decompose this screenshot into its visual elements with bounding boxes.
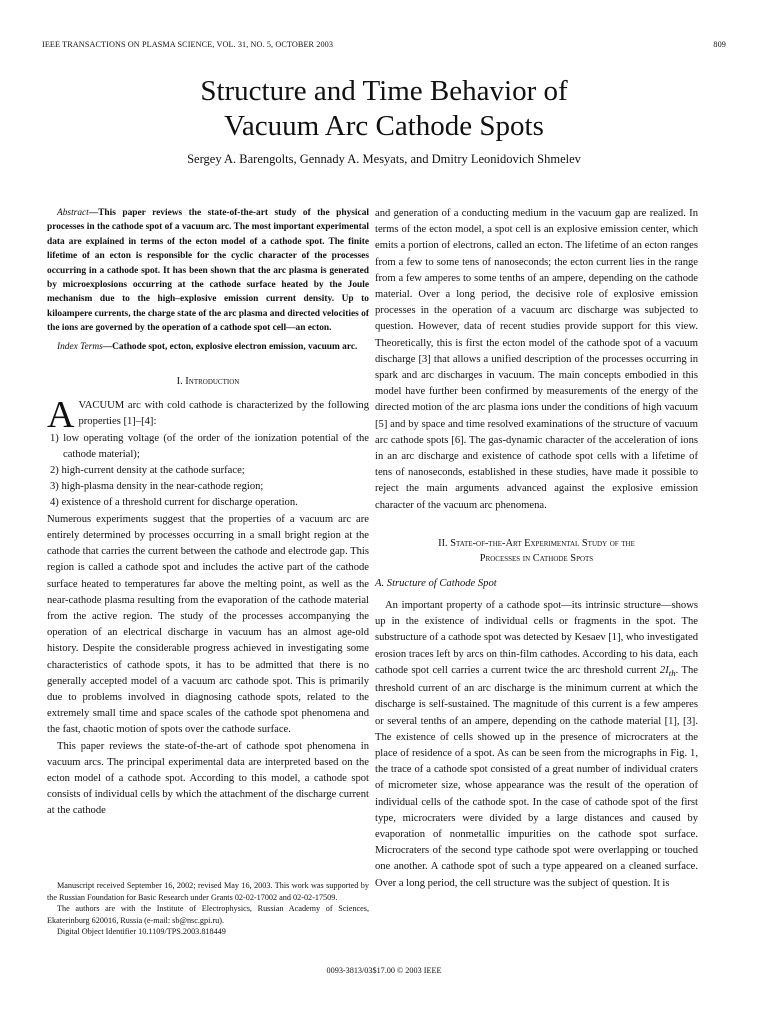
title-line-2: Vacuum Arc Cathode Spots xyxy=(224,110,544,142)
intro-paragraph-2: This paper reviews the state-of-the-art of cathode spot phenomena in vacuum arcs. The principal experimental data are interpreted based on the ecton model of a cathode spot. According to this model, a cathode spot consists of individual cells by which the attachment of the discharge current at the cathode xyxy=(47,740,369,817)
section-heading-state-of-the-art xyxy=(375,536,698,566)
right-paragraph-2-end: . The threshold current of an arc discharge is the minimum current at which the discharge is self-sustained. The magnitude of this current is a few amperes or several tenths of an ampere, depending on the cathode material [1], [3]. The existence of cells showed up in the presence of microcraters at the place of residence of a spot. As can be seen from the micrographs in Fig. 1, the trace of a cathode spot consisted of a great number of individual craters of micrometer size, whose appearance was the result of the operation of individual cells of the cathode spot. In the case of cathode spot of the first type, microcraters were divided by a large distances and caused by evaporation of nonmetallic impurities on the cathode spot surface. Microcraters of the second type cathode spot were overlapping or touched one another. A cathode spot of such a type appeared on a cleaned surface. Over a long period, the cell structure was the subject of question. It is xyxy=(375,664,698,889)
list-item: 4) existence of a threshold current for discharge operation. xyxy=(50,497,298,509)
title-line-1: Structure and Time Behavior of xyxy=(200,75,568,107)
math-base: 2I xyxy=(659,664,669,676)
right-paragraph-2 xyxy=(375,598,698,892)
threshold-current-math xyxy=(660,665,676,676)
author-list: Sergey A. Barengolts, Gennady A. Mesyats, and Dmitry Leonidovich Shmelev xyxy=(187,152,581,166)
section-heading-introduction: I. Introduction xyxy=(176,376,240,388)
right-paragraph-2-start: An important property of a cathode spot—its intrinsic structure—shows up in the existence of individual cells or fragments in the spot. The substructure of a cathode spot was detected by Kesaev [1], who investigated erosion traces left by arcs on thin-film cathodes. According to his data, each cathode spot cell carries a current twice the arc threshold current xyxy=(375,600,699,676)
index-terms xyxy=(47,340,369,354)
journal-name: IEEE TRANSACTIONS ON PLASMA SCIENCE, VOL. 31, NO. 5, OCTOBER 2003 xyxy=(42,40,334,49)
properties-list xyxy=(47,431,369,512)
section-heading-line-2: Processes in Cathode Spots xyxy=(479,552,594,564)
left-column xyxy=(47,206,369,820)
index-terms-lead: Index Terms xyxy=(57,341,103,352)
right-column xyxy=(375,206,698,892)
footnote-doi: Digital Object Identifier 10.1109/TPS.2003.818449 xyxy=(57,927,226,936)
copyright-footer: 0093-3813/03$17.00 © 2003 IEEE xyxy=(326,966,442,975)
abstract xyxy=(47,206,369,336)
intro-opening xyxy=(47,394,369,437)
list-item: 1) low operating voltage (of the order of the ionization potential of the cathode material); xyxy=(50,432,369,460)
abstract-body: —This paper reviews the state-of-the-art study of the physical processes in the cathode spot of a vacuum arc. The most important experimental data are explained in terms of the ecton model of a cathode spot. The finite lifetime of an ecton is responsible for the cyclic character of the processes occurring in a cathode spot. It has been shown that the arc plasma is generated by microexplosions occurring at the cathode surface heated by the Joule mechanism due to the high–explosive emission current density. Up to kiloampere currents, the charge state of the arc plasma and directed velocities of the ions are governed by the operation of a cathode spot cell—an ecton. xyxy=(47,208,369,334)
intro-opening-text: VACUUM arc with cold cathode is characterized by the following properties [1]–[4]: xyxy=(78,400,369,428)
footnote-affiliation: The authors are with the Institute of Electrophysics, Russian Academy of Sciences, Ekaterinburg 620016, Russia (e-mail: sb@nsc.gpi.ru). xyxy=(47,904,369,925)
running-header xyxy=(42,40,726,49)
list-item: 2) high-current density at the cathode surface; xyxy=(50,465,245,477)
list-item: 3) high-plasma density in the near-cathode region; xyxy=(50,481,264,493)
subsection-heading: A. Structure of Cathode Spot xyxy=(375,577,497,589)
drop-cap: A xyxy=(47,394,75,437)
right-paragraph-1: and generation of a conducting medium in the vacuum gap are realized. In terms of the ecton model, a spot cell is an explosive emission center, which emits a portion of electrons, called an ecton. The lifetime of an ecton ranges from a few to some tens of nanoseconds; the ecton current lies in the range from a few amperes to some tenths of an ampere, depending on the cathode material. Over a long period, the decisive role of explosive emission processes in the operation of a vacuum arc discharge was subjected to question. However, data of recent studies provide support for this view. Theoretically, this is first the ecton model of the cathode spot of a vacuum discharge [3] that allows a unified description of the processes occurring in spark and arc discharges in vacuum. The main concepts embodied in this model have further been confirmed by measurements of the energy of the directed motion of the arc plasma ions under the conditions of high vacuum [5] and by space and time resolved examinations of the structure of vacuum arc cathode spots [6]. The gas-dynamic character of the acceleration of ions in an arc discharge and existence of cathode spot cells with a lifetime of tens of nanoseconds, established in these studies, have made it possible to reject the main arguments advanced against the explosive emission character of the vacuum arc phenomena. xyxy=(375,208,698,511)
page-number: 809 xyxy=(713,40,726,49)
paper-title xyxy=(0,74,768,144)
footnote xyxy=(47,880,369,938)
intro-paragraph-1: Numerous experiments suggest that the properties of a vacuum arc are entirely determined by processes occurring in a small bright region at the cathode that carries the current between the cathode and electrode gap. This region is called a cathode spot and includes the active part of the cathode surface heated to temperatures far above the melting point, as well as the near-cathode plasma resulting from the evaporation of the cathode material from the active region. The study of the processes accompanying the operation of an electrical discharge in vacuum has an almost age-old history. Despite the considerable progress achieved in investigating some characteristics of cathode spots, it has to be admitted that there is no generally accepted model of a vacuum arc cathode spot. This is primarily due to problems involved in diagnosing cathode spots, related to the extremely small time and space scales of the cathode spot phenomena and the fast, chaotic motion of spots over the cathode surface. xyxy=(47,513,369,736)
section-heading-line-1: II. State-of-the-Art Experimental Study of the xyxy=(438,537,635,549)
index-terms-body: —Cathode spot, ecton, explosive electron emission, vacuum arc. xyxy=(102,341,358,352)
footnote-manuscript: Manuscript received September 16, 2002; revised May 16, 2003. This work was supported by the Russian Foundation for Basic Research under Grants 02-02-17002 and 02-02-17509. xyxy=(47,881,369,902)
abstract-lead: Abstract xyxy=(57,208,89,218)
math-subscript: th xyxy=(668,667,676,678)
